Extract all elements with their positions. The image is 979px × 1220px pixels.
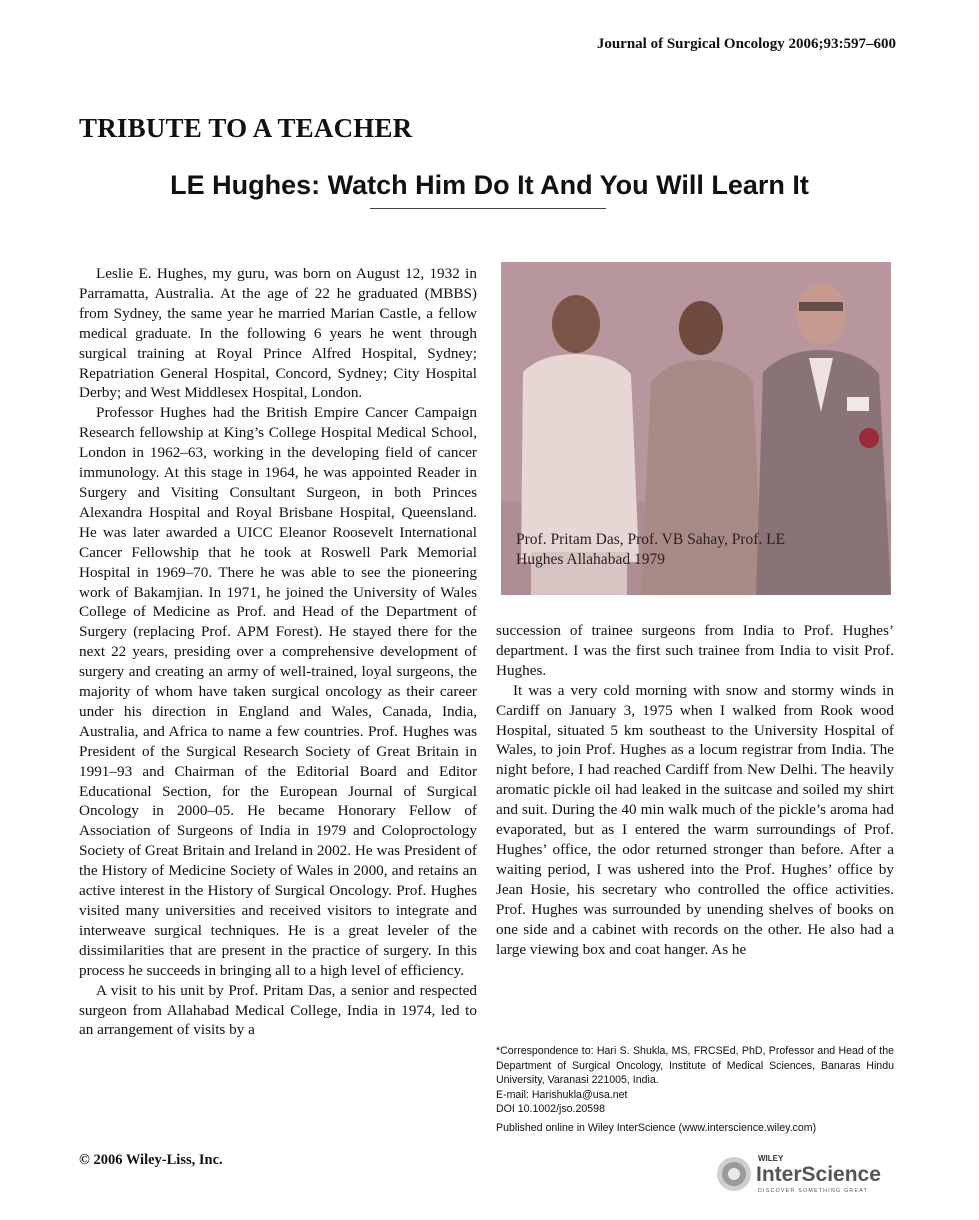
figure-photo <box>501 262 891 595</box>
correspondence-footnote <box>496 1044 894 1135</box>
photo-caption <box>516 530 785 570</box>
published-line: Published online in Wiley InterScience (www.interscience.wiley.com) <box>496 1121 817 1134</box>
logo-interscience-text: InterScience <box>756 1163 881 1186</box>
correspondence-text: *Correspondence to: Hari S. Shukla, MS, FRCSEd, PhD, Professor and Head of the Department of Surgical Oncology, Institute of Medical Sciences, Banaras Hindu University, Varanasi 221005, India. <box>496 1045 894 1086</box>
left-column <box>79 264 477 1040</box>
logo-tagline: DISCOVER SOMETHING GREAT <box>758 1188 869 1194</box>
article-title: LE Hughes: Watch Him Do It And You Will Learn It <box>170 170 809 200</box>
paragraph: A visit to his unit by Prof. Pritam Das, a senior and respected surgeon from Allahabad Medical College, India in 1974, led to an arrangement of visits by a <box>79 981 477 1039</box>
wiley-interscience-logo <box>712 1150 897 1198</box>
paragraph: Leslie E. Hughes, my guru, was born on August 12, 1932 in Parramatta, Australia. At the age of 22 he graduated (MBBS) from Sydney, the same year he married Marian Castle, a fellow medical graduate. In the following 6 years he went through surgical training at Royal Prince Alfred Hospital, Sydney; Repatriation General Hospital, Concord, Sydney; City Hospital Derby; and West Middlesex Hospital, London. <box>79 265 477 402</box>
copyright: © 2006 Wiley-Liss, Inc. <box>79 1152 223 1168</box>
caption-line: Prof. Pritam Das, Prof. VB Sahay, Prof. LE <box>516 531 786 548</box>
paragraph: It was a very cold morning with snow and stormy winds in Cardiff on January 3, 1975 when I walked from Rook wood Hospital, situated 5 km southeast to the University Hospital of Wales, to join Prof. Hughes as a locum registrar from India. The night before, I had reached Cardiff from New Delhi. The heavily aromatic pickle oil had leaked in the suitcase and soiled my shirt and suit. During the 40 min walk much of the pickle’s aroma had evaporated, but as I entered the warm surroundings of Prof. Hughes’ office, the odor returned stronger than before. After a waiting period, I was ushered into the Prof. Hughes’ office by Jean Hosie, his secretary who controlled the office activities. Prof. Hughes was surrounded by unending shelves of books on one side and a cabinet with records on the other. He also had a large viewing box and coat hanger. As he <box>496 681 894 958</box>
email-line: E-mail: Harishukla@usa.net <box>496 1088 628 1101</box>
caption-line: Hughes Allahabad 1979 <box>516 551 665 568</box>
title-rule <box>370 208 606 209</box>
logo-wiley-text: WILEY <box>758 1154 784 1163</box>
right-column <box>496 621 894 959</box>
section-title: TRIBUTE TO A TEACHER <box>79 113 413 143</box>
paragraph: Professor Hughes had the British Empire Cancer Campaign Research fellowship at King’s College Hospital Medical School, London in 1962–63, working in the developing field of cancer immunology. At this stage in 1964, he was appointed Reader in Surgery and Visiting Consultant Surgeon, in both Princes Alexandra Hospital and Royal Brisbane Hospital, Queensland. He was later awarded a UICC Eleanor Roosevelt International Cancer Fellowship that he took at Roswell Park Memorial Hospital in 1969–70. There he was able to see the pioneering work of Bakamjian. In 1971, he joined the University of Wales College of Medicine as Prof. and Head of the Department of Surgery (replacing Prof. APM Forest). He stayed there for the next 22 years, presiding over a comprehensive development of surgery and creating an army of well-trained, loyal surgeons, the majority of whom have taken surgical oncology as their career under his direction in England and Wales, Canada, India, Australia, and Africa to name a few countries. Prof. Hughes was President of the Surgical Research Society of Great Britain in 1991–93 and Chairman of the Editorial Board and Editor Educational Section, for the European Journal of Surgical Oncology in 2000–05. He became Honorary Fellow of Association of Surgeons of India in 1979 and Coloproctology Society of Great Britain and Ireland in 2002. He was President of the History of Medicine Society of Wales in 2000, and retains an active interest in the History of Surgical Oncology. Prof. Hughes visited many universities and received visitors to integrate and interweave surgical techniques. He is a great leveler of the dissimilarities that are present in the practice of surgery. In this process he succeeds in bringing all to a high level of efficiency. <box>79 404 477 979</box>
running-head: Journal of Surgical Oncology 2006;93:597–600 <box>596 36 896 52</box>
doi-line: DOI 10.1002/jso.20598 <box>496 1103 605 1115</box>
paragraph: succession of trainee surgeons from India to Prof. Hughes’ department. I was the first such trainee from India to visit Prof. Hughes. <box>496 622 894 679</box>
